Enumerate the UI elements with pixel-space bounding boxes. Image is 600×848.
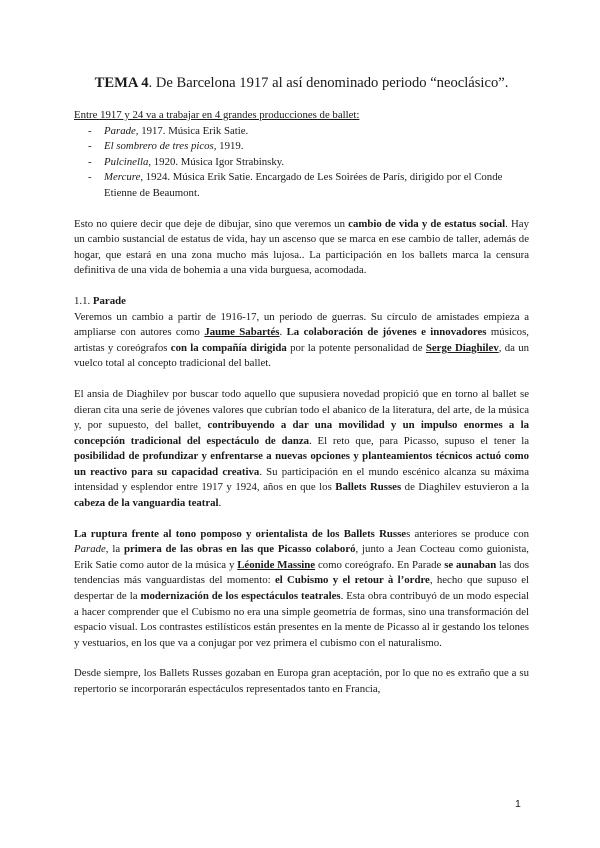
paragraph-ballets-russes: Desde siempre, los Ballets Russes gozaban en Europa gran aceptación, por lo que no es extraño que a su repertorio se incorporarán espectáculos representados tanto en Francia, (74, 667, 529, 695)
text-run: Esto no quiere decir que deje de dibujar, sino que veremos un (74, 217, 349, 230)
list-dash: - (88, 171, 92, 184)
production-list (74, 124, 529, 202)
text-run: , da un vuelco total al concepto tradicional del ballet. (74, 341, 529, 370)
page-number: 1 (515, 798, 521, 810)
work-title: Parade (104, 124, 136, 137)
paragraph-parade-intro (74, 310, 529, 372)
bold-run: cabeza de la vanguardia teatral (74, 497, 219, 510)
bold-underlined-run: Jaume Sabartés (204, 326, 280, 339)
bold-run: el Cubismo y el retour à l’ordre (274, 574, 430, 587)
bold-run: con la compañía dirigida (170, 341, 287, 354)
text-run: , la (105, 543, 124, 556)
bold-run: modernización de los espectáculos teatrales (140, 590, 341, 603)
text-run: . Esta obra contribuyó de un modo especial a hacer comprender que el Cubismo no era una simple geometría de formas, sino una transformación del espacio visual. Los contrastes estilísticos están presentes en la mente de Picasso al ir gestando los telones y vestuarios, en los que va a conjugar por vez primera el cubismo con el naturalismo. (74, 590, 529, 649)
list-dash: - (88, 140, 92, 153)
text-run: músicos, artistas y coreógrafos (74, 326, 529, 354)
text-run: las dos tendencias más vanguardistas del momento: (74, 558, 529, 587)
text-run: . Hay un cambio sustancial de estatus de vida, hay un ascenso que se marca en ese cambio de taller, además de hogar, que estará en una zona mucho más lujosa.. La participación en los ballets marca la censura definitiva de una vida de bohemia a una vida burguesa, acomodada. (74, 217, 529, 277)
title-bold: TEMA 4 (94, 75, 149, 91)
spacer (74, 512, 529, 527)
bold-underlined-run: Serge Diaghilev (425, 341, 499, 354)
text-run: Veremos un cambio a partir de 1916-17, un periodo de guerras. Su círculo de amistades empieza a ampliarse con autores como (74, 310, 529, 339)
work-detail: , 1919. (213, 140, 244, 153)
section-number: 1.1. (74, 294, 93, 307)
bold-run: primera de las obras en las que Picasso colaboró (123, 543, 356, 556)
bold-run: se aunaban (444, 558, 497, 571)
spacer (74, 279, 529, 294)
section-name: Parade (92, 294, 126, 307)
text-run: como coreógrafo. En Parade (315, 558, 445, 571)
spacer (74, 372, 529, 387)
bold-run: La colaboración de jóvenes e innovadores (286, 326, 487, 339)
bold-run: posibilidad de profundizar y enfrentarse a nuevas opciones y planteamientos técnicos actuó como un reactivo para su capacidad creativa (74, 450, 529, 478)
text-run: El ansia de Diaghilev por buscar todo aquello que supusiera novedad propició que en torno al ballet se dieran cita una serie de jóvenes valores que cubrían todo el abanico de la literatura, del arte, de la música y, por supuesto, del ballet, (74, 387, 529, 432)
work-title: Pulcinella (104, 155, 149, 168)
list-item (74, 170, 529, 201)
text-run: . Su participación en el mundo escénico alcanza su máxima intensidad y esplendor entre 1917 y 1924, años en que los (74, 465, 530, 494)
italic-run: Parade (74, 543, 106, 556)
text-run: . (218, 497, 222, 510)
work-title: Mercure (104, 171, 141, 184)
text-run: , junto a Jean Cocteau como guionista, Erik Satie como autor de la música y (74, 543, 530, 571)
work-detail: , 1920. Música Igor Strabinsky. (148, 155, 285, 168)
page-title (74, 74, 529, 92)
text-run: por la potente personalidad de (286, 341, 426, 354)
work-title: El sombrero de tres picos (104, 140, 214, 153)
work-detail: , 1917. Música Erik Satie. (135, 124, 249, 137)
list-item (74, 155, 529, 171)
list-item (74, 124, 529, 140)
bold-run: contribuyendo a dar una movilidad y un impulso enormes a la concepción tradicional del espectáculo de danza (74, 419, 529, 447)
text-run: s anteriores se produce con (406, 527, 530, 540)
spacer (74, 651, 529, 666)
intro-line: Entre 1917 y 24 va a trabajar en 4 grandes producciones de ballet: (74, 109, 360, 121)
title-rest: . De Barcelona 1917 al así denominado periodo “neoclásico”. (148, 75, 509, 91)
list-item (74, 139, 529, 155)
text-run: . (279, 326, 287, 339)
paragraph-diaghilev (74, 387, 529, 512)
paragraph-status-change (74, 217, 529, 279)
paragraph-rupture (74, 527, 529, 652)
text-run: . El reto que, para Picasso, supuso el tener la (309, 434, 529, 447)
work-detail: , 1924. Música Erik Satie. Encargado de Les Soirées de París, dirigido por el Conde Etienne de Beaumont. (104, 171, 503, 199)
bold-run: Ballets Russes (335, 481, 402, 494)
bold-underlined-run: Léonide Massine (237, 558, 316, 571)
text-run: de Diaghilev estuvieron a la (401, 481, 529, 494)
list-dash: - (88, 155, 92, 168)
text-run: , hecho que supuso el despertar de la (74, 574, 530, 603)
bold-run: cambio de vida y de estatus social (348, 217, 506, 230)
list-dash: - (88, 124, 92, 137)
section-heading (74, 294, 529, 310)
bold-run: La ruptura frente al tono pomposo y orientalista de los Ballets Russe (74, 527, 407, 540)
page-content (74, 74, 529, 698)
